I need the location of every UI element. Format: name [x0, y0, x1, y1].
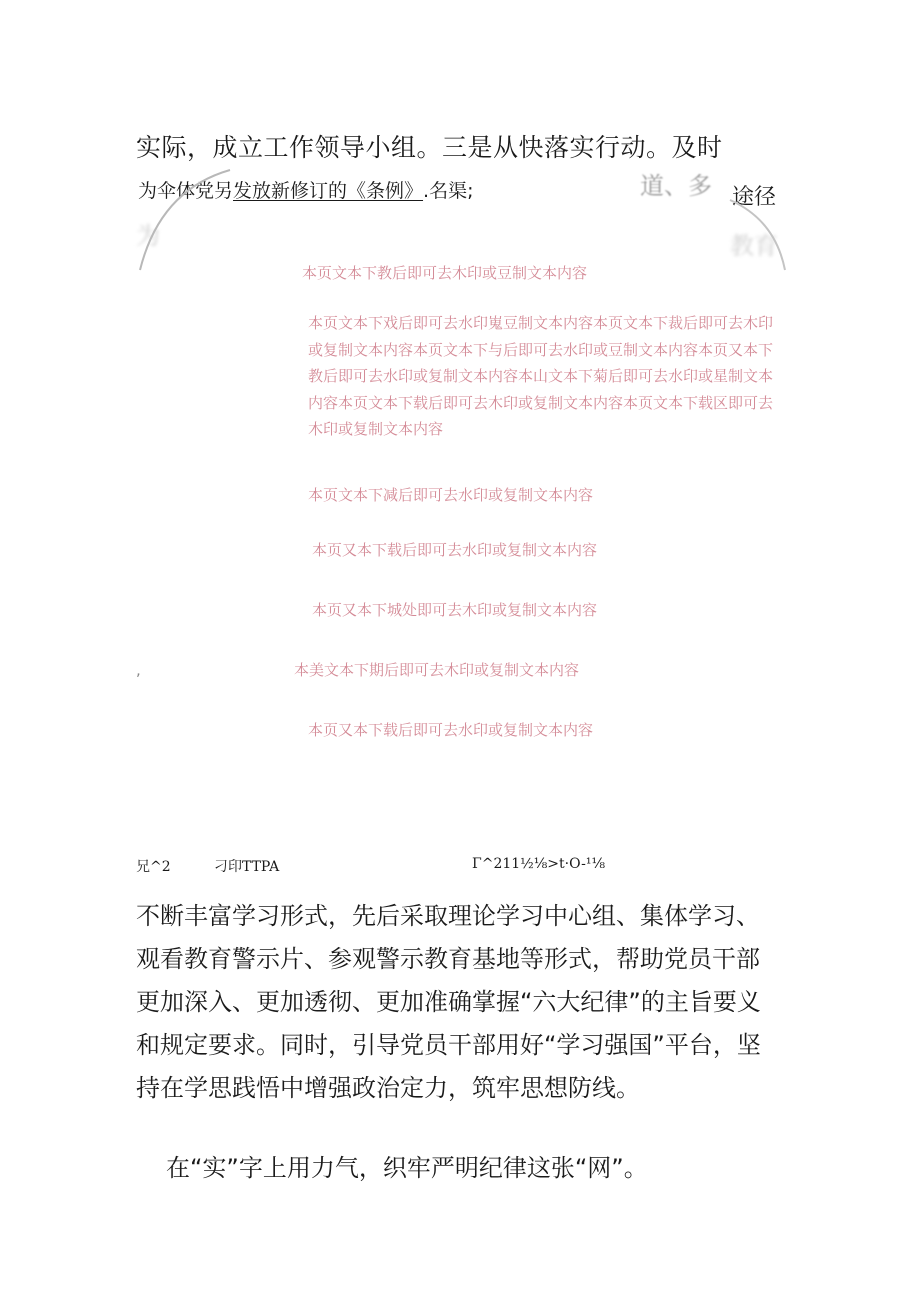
section-heading: 在“实”字上用力气，织牢严明纪律这张“网”。	[166, 1154, 648, 1182]
watermark-line-7: 本页又本下载后即可去水印或复制文本内容	[308, 721, 594, 739]
garbled-text-left: 兄^2	[136, 859, 171, 875]
garbled-text-middle: 刁印TTPA	[214, 859, 280, 875]
text-line-second-underlined: 发放新修订的《条例》	[233, 180, 424, 202]
text-line-top: 实际，成立工作领导小组。三是从快落实行动。及时	[136, 133, 723, 162]
text-line-second-prefix: 为伞体党另	[138, 180, 234, 202]
watermark-line-6: 本美文本下期后即可去木印或复制文本内容	[294, 661, 580, 679]
watermark-paragraph: 本页文本下戏后即可去水印嵬豆制文本内容本页文本下裁后即可去木印或复制文本内容本页文本下与后即可去水印或豆制文本内容本页又本下教后即可去水印或复制文本内容本山文本下菊后即可去水印或星制文本内容本页文本下载后即可去木印或复制文本内容本页文本下载区即可去木印或复制文本内容	[308, 314, 774, 438]
seal-arc-right	[640, 190, 790, 280]
watermark-line-1: 本页文本下教后即可去木印或豆制文本内容	[302, 264, 588, 282]
body-paragraph: 不断丰富学习形式，先后采取理论学习中心组、集体学习、观看教育警示片、参观警示教育基地等形式，帮助党员干部更加深入、更加透彻、更加准确掌握“六大纪律”的主旨要义和规定要求。同时，引导党员干部用好“学习强国”平台，坚持在学思践悟中增强政治定力，筑牢思想防线。	[136, 902, 761, 1102]
text-line-second-suffix: .名渠;	[423, 180, 474, 202]
word-right: 途径	[732, 185, 777, 210]
garbled-text-right: Γ^211½⅛>t·O-¹⅛	[472, 856, 606, 872]
seal-arc-left	[130, 150, 250, 280]
faded-fragment-right: 道、多	[640, 172, 712, 200]
faded-fragment-right-lower: 教育	[730, 232, 778, 260]
watermark-line-5: 本页又本下城处即可去木印或复制文本内容	[312, 601, 598, 619]
watermark-line-4: 本页又本下载后即可去水印或复制文本内容	[312, 541, 598, 559]
watermark-comma: ,	[136, 661, 141, 679]
watermark-line-3: 本页文本下减后即可去水印或复制文本内容	[308, 486, 594, 504]
faded-fragment-left: 为	[136, 222, 160, 250]
